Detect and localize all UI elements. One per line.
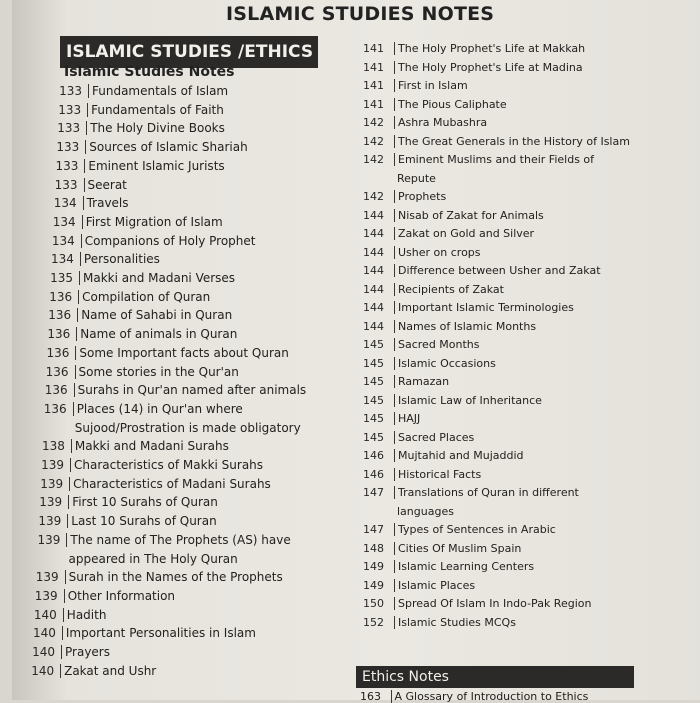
page-number: 144 <box>363 264 384 277</box>
page-number: 141 <box>363 60 384 74</box>
topic-title: Sacred Places <box>394 431 474 444</box>
page-number: 147 <box>363 486 384 499</box>
topic-title: Recipients of Zakat <box>394 283 504 296</box>
page-number: 136 <box>48 308 72 323</box>
topic-title: Seerat <box>84 178 127 192</box>
topic-title: HAJJ <box>394 412 420 425</box>
page-number: 145 <box>363 375 384 388</box>
topic-title: Surah in the Names of the Prophets <box>65 570 283 584</box>
topic-title: Zakat on Gold and Silver <box>394 227 534 240</box>
topic-title: Types of Sentences in Arabic <box>394 523 556 536</box>
topic-title: Fundamentals of Faith <box>87 103 224 117</box>
topic-title: The Pious Caliphate <box>394 98 507 111</box>
topic-title: Sujood/Prostration is made obligatory <box>74 420 301 435</box>
page-number: 133 <box>54 177 78 192</box>
page-number: 141 <box>363 97 384 111</box>
topic-title: Nisab of Zakat for Animals <box>394 209 544 222</box>
topic-title: Names of Islamic Months <box>394 320 536 333</box>
page-number: 141 <box>363 42 384 55</box>
topic-title: Usher on crops <box>394 246 481 259</box>
subheading: Islamic Studies Notes <box>64 64 235 80</box>
page-number: 144 <box>363 282 384 296</box>
page-number: 134 <box>52 214 76 229</box>
page-number: 133 <box>59 84 82 98</box>
page-number: 145 <box>363 356 384 370</box>
page-number: 144 <box>363 319 384 333</box>
topic-title: Prophets <box>394 190 446 203</box>
topic-title: The name of The Prophets (AS) have <box>66 533 290 547</box>
page-number: 148 <box>363 541 384 555</box>
topic-title: appeared in The Holy Quran <box>68 551 238 566</box>
page-number: 145 <box>363 338 384 351</box>
topic-title: First 10 Surahs of Quran <box>68 495 218 509</box>
topic-title: Other Information <box>64 589 175 603</box>
topic-title: Cities Of Muslim Spain <box>394 542 521 555</box>
page-number: 139 <box>37 532 61 547</box>
page-number: 140 <box>32 626 56 641</box>
page-number: 136 <box>44 383 68 398</box>
page-number: 139 <box>41 458 64 472</box>
ethics-banner: Ethics Notes <box>356 666 634 688</box>
ethics-first-page: 163 <box>360 690 381 703</box>
topic-title: Hadith <box>63 608 107 622</box>
topic-title: Eminent Muslims and their Fields of <box>394 153 594 166</box>
page-number: 133 <box>55 158 79 173</box>
page-number: 134 <box>50 252 74 267</box>
topic-title: First Migration of Islam <box>82 215 223 229</box>
page-number: 150 <box>363 597 384 610</box>
page-number: 146 <box>363 449 384 462</box>
topic-title: Makki and Madani Verses <box>79 271 235 285</box>
page-number: 146 <box>363 467 384 481</box>
topic-title: Important Personalities in Islam <box>62 626 256 640</box>
page-number: 136 <box>46 345 70 360</box>
topic-title: Eminent Islamic Jurists <box>84 159 224 173</box>
page-number: 135 <box>50 271 73 285</box>
topic-title: Name of Sahabi in Quran <box>77 308 232 322</box>
page-number: 144 <box>363 208 384 222</box>
page-number: 134 <box>51 233 75 248</box>
topic-title: Personalities <box>80 252 160 266</box>
topic-title: The Holy Prophet's Life at Madina <box>394 61 583 74</box>
topic-title: Difference between Usher and Zakat <box>394 264 601 277</box>
topic-title: Sacred Months <box>394 338 480 351</box>
topic-title: Places (14) in Qur'an where <box>73 402 243 416</box>
page-number: 147 <box>363 523 384 536</box>
page-number: 140 <box>33 607 57 622</box>
page-number: 144 <box>363 245 384 259</box>
section-banner: ISLAMIC STUDIES /ETHICS <box>60 36 318 68</box>
page-number: 149 <box>363 560 384 573</box>
topic-title: Repute <box>397 171 436 185</box>
page-number: 139 <box>39 495 63 510</box>
topic-title: Compilation of Quran <box>78 290 210 304</box>
page-number: 141 <box>363 79 384 92</box>
topic-title: Islamic Occasions <box>394 357 496 370</box>
page-number: 139 <box>35 570 59 585</box>
topic-title: Fundamentals of Islam <box>88 84 228 98</box>
topic-title: Some stories in the Qur'an <box>75 365 239 379</box>
page-number: 134 <box>53 196 77 211</box>
topic-title: Mujtahid and Mujaddid <box>394 449 524 462</box>
page-number: 133 <box>57 121 81 136</box>
topic-title: The Holy Prophet's Life at Makkah <box>394 42 585 55</box>
ethics-first-topic: A Glossary of Introduction to Ethics <box>391 690 589 703</box>
topic-title: Prayers <box>61 645 110 659</box>
topic-title: Important Islamic Terminologies <box>394 301 574 314</box>
page-number: 142 <box>363 134 384 148</box>
topic-title: Islamic Places <box>394 579 475 592</box>
page-number: 152 <box>363 615 384 629</box>
page-number: 145 <box>363 412 384 425</box>
page-number: 145 <box>363 430 384 444</box>
page-number: 149 <box>363 578 384 592</box>
topic-title: Name of animals in Quran <box>76 327 237 341</box>
page-number: 136 <box>43 401 67 416</box>
page-number: 138 <box>41 439 65 454</box>
topic-title: Characteristics of Makki Surahs <box>70 458 263 472</box>
topic-title: Characteristics of Madani Surahs <box>69 477 271 491</box>
topic-title: Companions of Holy Prophet <box>81 234 256 248</box>
page-number: 133 <box>58 102 82 117</box>
topic-title: Sources of Islamic Shariah <box>85 140 247 154</box>
topic-title: Travels <box>83 196 129 210</box>
page-number: 144 <box>363 227 384 240</box>
topic-title: Ashra Mubashra <box>394 116 487 129</box>
page-number: 142 <box>363 153 384 166</box>
page-number: 145 <box>363 393 384 407</box>
page-number: 136 <box>49 289 73 304</box>
topic-title: Islamic Law of Inheritance <box>394 394 542 407</box>
page-number: 140 <box>31 663 55 678</box>
page-number: 140 <box>32 645 55 659</box>
topic-title: Translations of Quran in different <box>394 486 579 499</box>
topic-title: Makki and Madani Surahs <box>71 439 229 453</box>
topic-title: Historical Facts <box>394 468 481 481</box>
page-number: 133 <box>56 140 80 155</box>
topic-title: The Holy Divine Books <box>86 121 225 135</box>
page-number: 136 <box>45 364 69 379</box>
page-number: 142 <box>363 190 384 203</box>
ethics-first-row <box>360 690 588 703</box>
topic-title: Zakat and Ushr <box>60 664 156 678</box>
topic-title: Islamic Studies MCQs <box>394 616 516 629</box>
page-number: 139 <box>34 588 58 603</box>
topic-title: Last 10 Surahs of Quran <box>67 514 216 528</box>
page-number: 136 <box>47 327 71 342</box>
page-number: 139 <box>38 514 62 529</box>
topic-title: Surahs in Qur'an named after animals <box>74 383 307 397</box>
topic-title: Ramazan <box>394 375 449 388</box>
topic-title: First in Islam <box>394 79 468 92</box>
page-title: ISLAMIC STUDIES NOTES <box>226 3 495 25</box>
topic-title: Islamic Learning Centers <box>394 560 534 573</box>
page-number: 142 <box>363 116 384 129</box>
topic-title: The Great Generals in the History of Islam <box>394 135 630 148</box>
topic-title: Spread Of Islam In Indo-Pak Region <box>394 597 591 610</box>
topic-title: Some Important facts about Quran <box>75 346 288 360</box>
page-number: 139 <box>40 476 64 491</box>
topic-title: languages <box>397 504 454 518</box>
page-number: 144 <box>363 301 384 314</box>
